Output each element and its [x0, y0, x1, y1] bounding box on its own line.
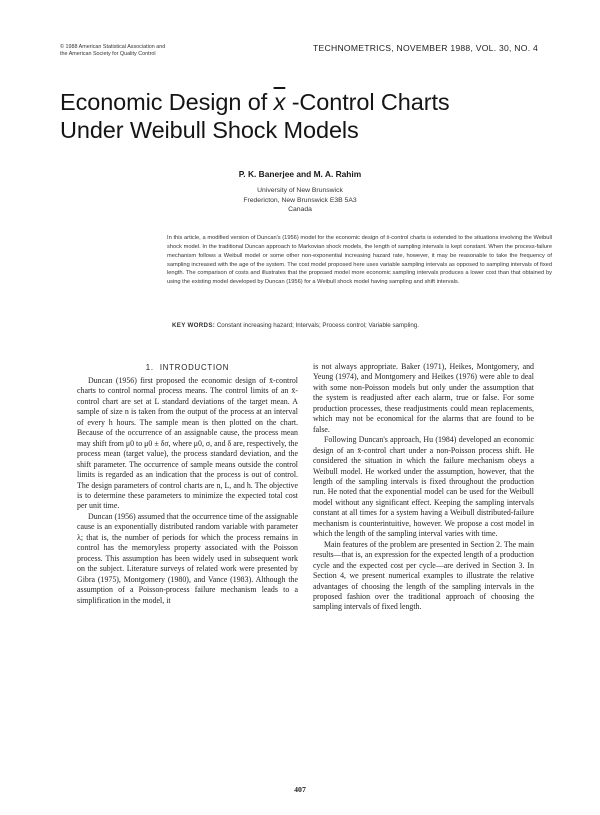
affiliation-university: University of New Brunswick [257, 187, 343, 194]
title-prefix: Economic Design of [60, 89, 274, 115]
paragraph: Main features of the problem are presented in Section 2. The main results—that is, an expression for the expected length of a production cycle and the expected cost per cycle—are derived in Section 3. In Section 4, we present numerical examples to illustrate the relative advantages of choosing the length of the sampling intervals in the proposed fashion over the traditional approach of choosing the sampling intervals of fixed length. [313, 539, 534, 612]
copyright-line-2: the American Society for Quality Control [60, 51, 156, 58]
key-words-label: KEY WORDS: [172, 322, 216, 329]
paragraph: Following Duncan's approach, Hu (1984) developed an economic design of an x̄-control chart under a non-Poisson process shift. He considered the situation in which the failure mechanism obeys a Weibull model. He worked under the assumption, however, that the length of the sampling intervals is fixed throughout the production run. He noted that the exponential model can be used for the Weibull model without any significant effect. Keeping the sampling intervals constant at all times for a system having a Weibull distributed-failure mechanism is counterintuitive, however. We propose a cost model in which the length of the sampling interval varies with time. [313, 435, 534, 539]
title-xbar-symbol: $\overline{x}$ [273, 89, 286, 115]
right-column [313, 362, 534, 613]
affiliation-city: Fredericton, New Brunswick E3B 5A3 [243, 196, 357, 204]
left-column [77, 376, 298, 606]
section-title: INTRODUCTION [159, 363, 230, 372]
title-line-1 [60, 88, 540, 116]
article-title [60, 88, 540, 144]
title-suffix: -Control Charts [285, 89, 450, 115]
author-affiliation [0, 186, 600, 215]
affiliation-country: Canada [288, 206, 312, 214]
title-line-2: Under Weibull Shock Models [60, 117, 359, 143]
paragraph: Duncan (1956) assumed that the occurrence time of the assignable cause is an exponentially distributed random variable with parameter λ; that is, the number of periods for which the process remains in control has the memoryless property associated with the Poisson process. This assumption has been widely used in subsequent work on the subject. Literature surveys of related work were presented by Gibra (1975), Montgomery (1980), and Vance (1983). Although the assumption of a Poisson-process failure mechanism leads to a simplification in the model, it [77, 511, 298, 605]
author-names: P. K. Banerjee and M. A. Rahim [238, 169, 362, 179]
page-number: 407 [294, 785, 306, 794]
abstract: In this article, a modified version of Duncan's (1956) model for the economic design of x̄-control charts is extended to the situations involving the Weibull shock model. In the traditional Duncan approach to Markovian shock models, the length of sampling intervals is kept constant. When the process-failure mechanism follows a Weibull model or some other non-exponential increasing hazard rate, however, it may be reasonable to take the frequency of sampling increased with the age of the system. The cost model proposed here uses variable sampling intervals as opposed to sampling intervals of fixed length. The comparison of costs and illustrates that the proposed model more economic sampling intervals produces a lower cost than that obtained by using the existing model developed by Duncan (1956) for a Weibull shock model having sampling and shift intervals. [167, 235, 552, 286]
copyright-line-1: © 1988 American Statistical Association and [60, 44, 166, 50]
copyright-notice [60, 44, 260, 58]
key-words [172, 322, 552, 329]
paragraph: is not always appropriate. Baker (1971), Heikes, Montgomery, and Yeung (1974), and Montgomery and Heikes (1976) were able to deal with some non-Poisson models but only under the assumption that the system is readjusted after each alarm, true or false. For some production processes, these readjustments could mean replacements, which may not be economical for the alarms that are found to be false. [313, 362, 534, 434]
section-heading [77, 363, 298, 372]
section-number: 1. [145, 363, 154, 372]
journal-header: TECHNOMETRICS, NOVEMBER 1988, VOL. 30, NO. 4 [313, 43, 538, 53]
paragraph: Duncan (1956) first proposed the economic design of x̄-control charts to control normal process means. The control limits of an x̄-control chart are set at L standard deviations of the target mean. A sample of size n is taken from the output of the process at an interval of every h hours. The sample mean is then plotted on the chart. Because of the occurrence of an assignable cause, the process mean may shift from μ0 to μ0 ± δσ, where μ0, σ, and δ are, respectively, the process mean (target value), the process standard deviation, and the shift parameter. The occurrence of sample means outside the control limits is regarded as an indication that the process is out of control. The design parameters of control charts are n, L, and h. The objective is to determine these parameters to minimize the expected total cost per unit time. [77, 376, 298, 511]
key-words-text: Constant increasing hazard; Intervals; Process control; Variable sampling. [215, 322, 419, 329]
